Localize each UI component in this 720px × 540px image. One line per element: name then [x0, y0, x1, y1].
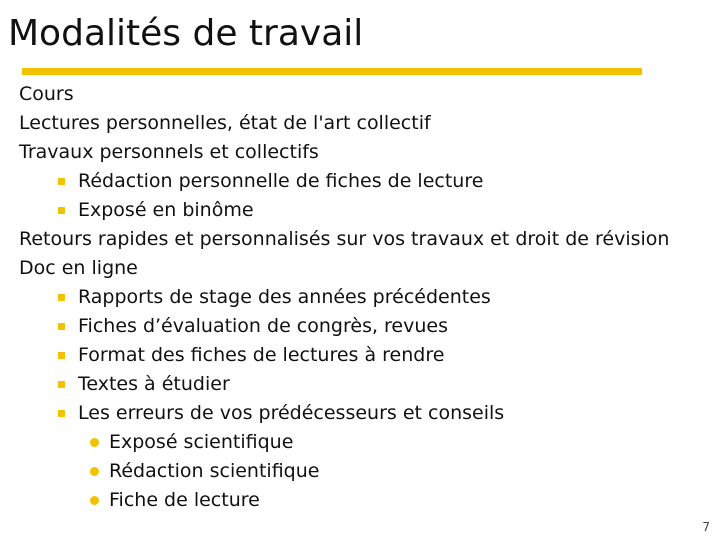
slide-content-list — [19, 80, 709, 515]
list-item-text: Rédaction scientifique — [109, 460, 320, 482]
title-underline — [22, 68, 642, 75]
list-item-text: Fiche de lecture — [109, 489, 260, 511]
list-item-text: Les erreurs de vos prédécesseurs et conseils — [78, 402, 505, 424]
square-bullet-icon — [58, 178, 65, 185]
round-bullet-icon — [90, 496, 99, 505]
square-bullet-icon — [58, 207, 65, 214]
list-item-text: Cours — [19, 83, 74, 105]
list-item-text: Fiches d’évaluation de congrès, revues — [78, 315, 448, 337]
list-item-level3 — [19, 457, 709, 486]
list-item-level3 — [19, 428, 709, 457]
list-item-text: Retours rapides et personnalisés sur vos travaux et droit de révision — [19, 228, 670, 250]
list-item-level1 — [19, 254, 709, 283]
list-item-level2 — [19, 341, 709, 370]
square-bullet-icon — [58, 294, 65, 301]
list-item-text: Textes à étudier — [78, 373, 230, 395]
list-item-level2 — [19, 312, 709, 341]
square-bullet-icon — [58, 410, 65, 417]
list-item-text: Exposé scientifique — [109, 431, 294, 453]
slide-title: Modalités de travail — [8, 13, 364, 54]
list-item-level3 — [19, 486, 709, 515]
list-item-text: Lectures personnelles, état de l'art collectif — [19, 112, 431, 134]
list-item-text: Exposé en binôme — [78, 199, 254, 221]
list-item-level2 — [19, 167, 709, 196]
square-bullet-icon — [58, 381, 65, 388]
square-bullet-icon — [58, 352, 65, 359]
list-item-level2 — [19, 196, 709, 225]
list-item-level1 — [19, 109, 709, 138]
list-item-text: Doc en ligne — [19, 257, 138, 279]
list-item-text: Rédaction personnelle de fiches de lecture — [78, 170, 484, 192]
list-item-level1 — [19, 225, 709, 254]
list-item-text: Travaux personnels et collectifs — [19, 141, 319, 163]
list-item-level2 — [19, 370, 709, 399]
round-bullet-icon — [90, 438, 99, 447]
round-bullet-icon — [90, 467, 99, 476]
page-number: 7 — [702, 520, 710, 534]
list-item-level1 — [19, 138, 709, 167]
list-item-text: Rapports de stage des années précédentes — [78, 286, 491, 308]
list-item-level2 — [19, 283, 709, 312]
list-item-text: Format des fiches de lectures à rendre — [78, 344, 445, 366]
square-bullet-icon — [58, 323, 65, 330]
list-item-level1 — [19, 80, 709, 109]
list-item-level2 — [19, 399, 709, 428]
